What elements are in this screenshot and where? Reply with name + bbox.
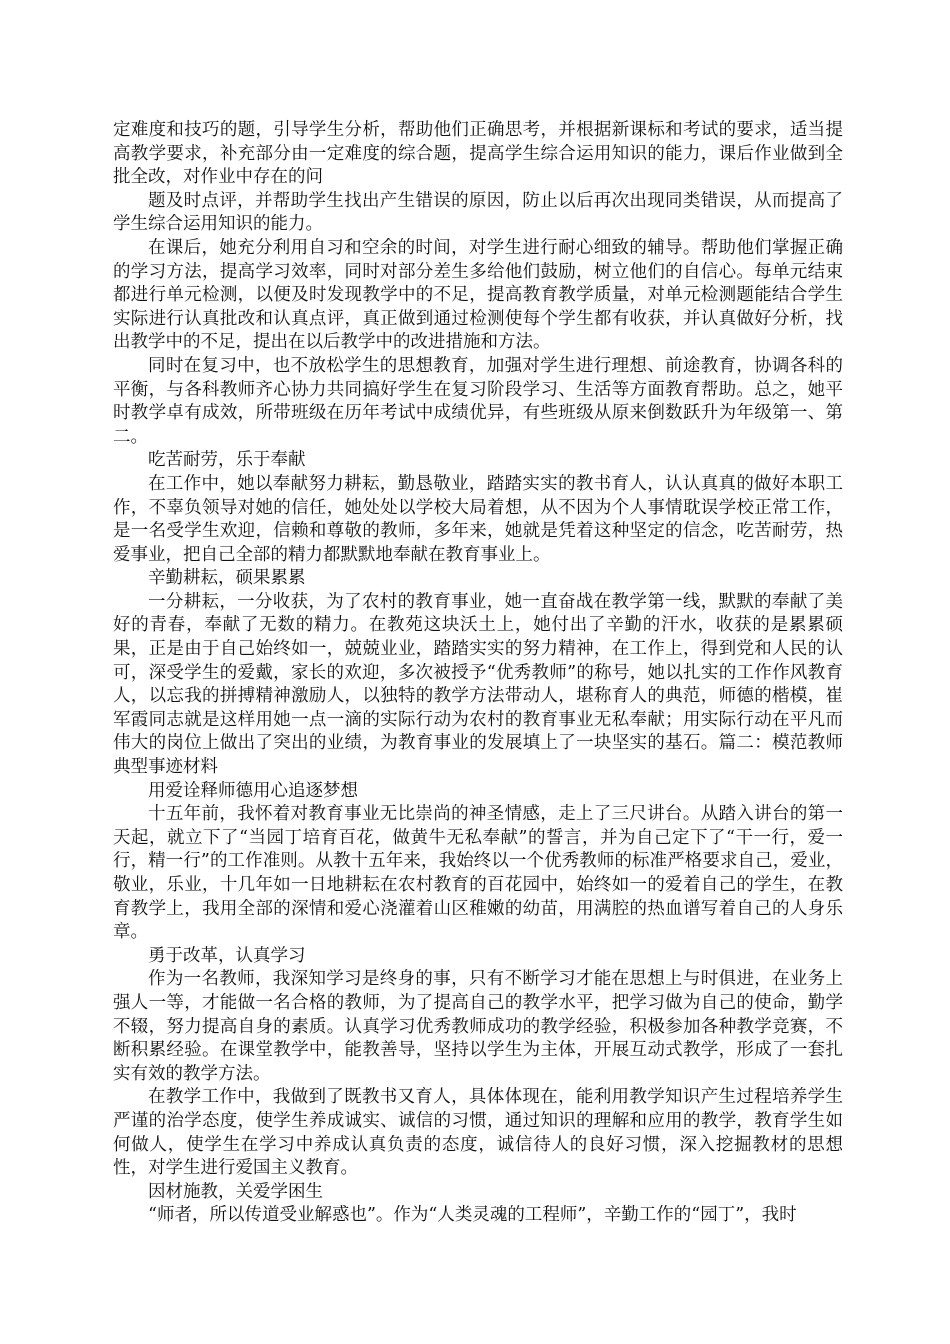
section-heading-fruitful: 辛勤耕耘，硕果累累	[148, 568, 306, 589]
paragraph-2: 题及时点评，并帮助学生找出产生错误的原因，防止以后再次出现同类错误，从而提高了学生综合运用知识的能力。	[113, 190, 843, 235]
paragraph-5: 在工作中，她以奉献努力耕耘，勤恳敬业，踏踏实实的教书育人，认认真真的做好本职工作，不辜负领导对她的信任，她处处以学校大局着想，从不因为个人事情耽误学校正常工作，是一名受学生欢迎，信赖和尊敬的教师，多年来，她就是凭着这种坚定的信念，吃苦耐劳，热爱事业，把自己全部的精力都默默地奉献在教育事业上。	[113, 473, 843, 565]
paragraph-8: 作为一名教师，我深知学习是终身的事，只有不断学习才能在思想上与时俱进，在业务上强人一等，才能做一名合格的教师，为了提高自己的教学水平，把学习做为自己的使命，勤学不辍，努力提高自身的素质。认真学习优秀教师成功的教学经验，积极参加各种教学竞赛，不断积累经验。在课堂教学中，能教善导，坚持以学生为主体，开展互动式教学，形成了一套扎实有效的教学方法。	[113, 969, 843, 1084]
paragraph-4: 同时在复习中，也不放松学生的思想教育，加强对学生进行理想、前途教育，协调各科的平衡，与各科教师齐心协力共同搞好学生在复习阶段学习、生活等方面教育帮助。总之，她平时教学卓有成效，所带班级在历年考试中成绩优异，有些班级从原来倒数跃升为年级第一、第二。	[113, 355, 843, 447]
section-heading-reform-study: 勇于改革，认真学习	[148, 945, 306, 966]
section-heading-love-ethics: 用爱诠释师德用心追逐梦想	[148, 780, 358, 801]
paragraph-1: 定难度和技巧的题，引导学生分析，帮助他们正确思考，并根据新课标和考试的要求，适当提高教学要求，补充部分由一定难度的综合题，提高学生综合运用知识的能力，课后作业做到全批全改，对作业中存在的问	[113, 120, 843, 188]
paragraph-10: “师者，所以传道受业解惑也”。作为“人类灵魂的工程师”，辛勤工作的“园丁”，我时	[148, 1205, 797, 1226]
section-heading-individualized: 因材施教，关爱学困生	[148, 1181, 323, 1202]
paragraph-3: 在课后，她充分利用自习和空余的时间，对学生进行耐心细致的辅导。帮助他们掌握正确的学习方法，提高学习效率，同时对部分差生多给他们鼓励，树立他们的自信心。每单元结束都进行单元检测，以便及时发现教学中的不足，提高教育教学质量，对单元检测题能结合学生实际进行认真批改和认真点评，真正做到通过检测使每个学生都有收获，并认真做好分析，找出教学中的不足，提出在以后教学中的改进措施和方法。	[113, 237, 843, 353]
paragraph-6: 一分耕耘，一分收获，为了农村的教育事业，她一直奋战在教学第一线，默默的奉献了美好的青春，奉献了无数的精力。在教苑这块沃土上，她付出了辛勤的汗水，收获的是累累硕果，正是由于自己始终如一，兢兢业业，踏踏实实的努力精神，在工作上，得到党和人民的认可，深受学生的爱戴，家长的欢迎，多次被授予“优秀教师”的称号，她以扎实的工作作风教育人，以忘我的拼搏精神激励人，以独特的教学方法带动人，堪称育人的典范，师德的楷模，崔军霞同志就是这样用她一点一滴的实际行动为农村的教育事业无私奉献；用实际行动在平凡而伟大的岗位上做出了突出的业绩，为教育事业的发展填上了一块坚实的基石。篇二：模范教师典型事迹材料	[113, 591, 843, 778]
section-heading-hardworking: 吃苦耐劳，乐于奉献	[148, 450, 306, 471]
document-body	[113, 119, 843, 1228]
paragraph-9: 在教学工作中，我做到了既教书又育人，具体体现在，能利用教学知识产生过程培养学生严谨的治学态度，使学生养成诚实、诚信的习惯，通过知识的理解和应用的教学，教育学生如何做人，使学生在学习中养成认真负责的态度，诚信待人的良好习惯，深入挖掘教材的思想性，对学生进行爱国主义教育。	[113, 1087, 843, 1179]
paragraph-7: 十五年前，我怀着对教育事业无比崇尚的神圣情感，走上了三尺讲台。从踏入讲台的第一天起，就立下了“当园丁培育百花，做黄牛无私奉献”的誓言，并为自己定下了“干一行，爱一行，精一行”的工作准则。从教十五年来，我始终以一个优秀教师的标准严格要求自己，爱业，敬业，乐业，十几年如一日地耕耘在农村教育的百花园中，始终如一的爱着自己的学生，在教育教学上，我用全部的深情和爱心浇灌着山区稚嫩的幼苗，用满腔的热血谱写着自己的人身乐章。	[113, 804, 843, 943]
